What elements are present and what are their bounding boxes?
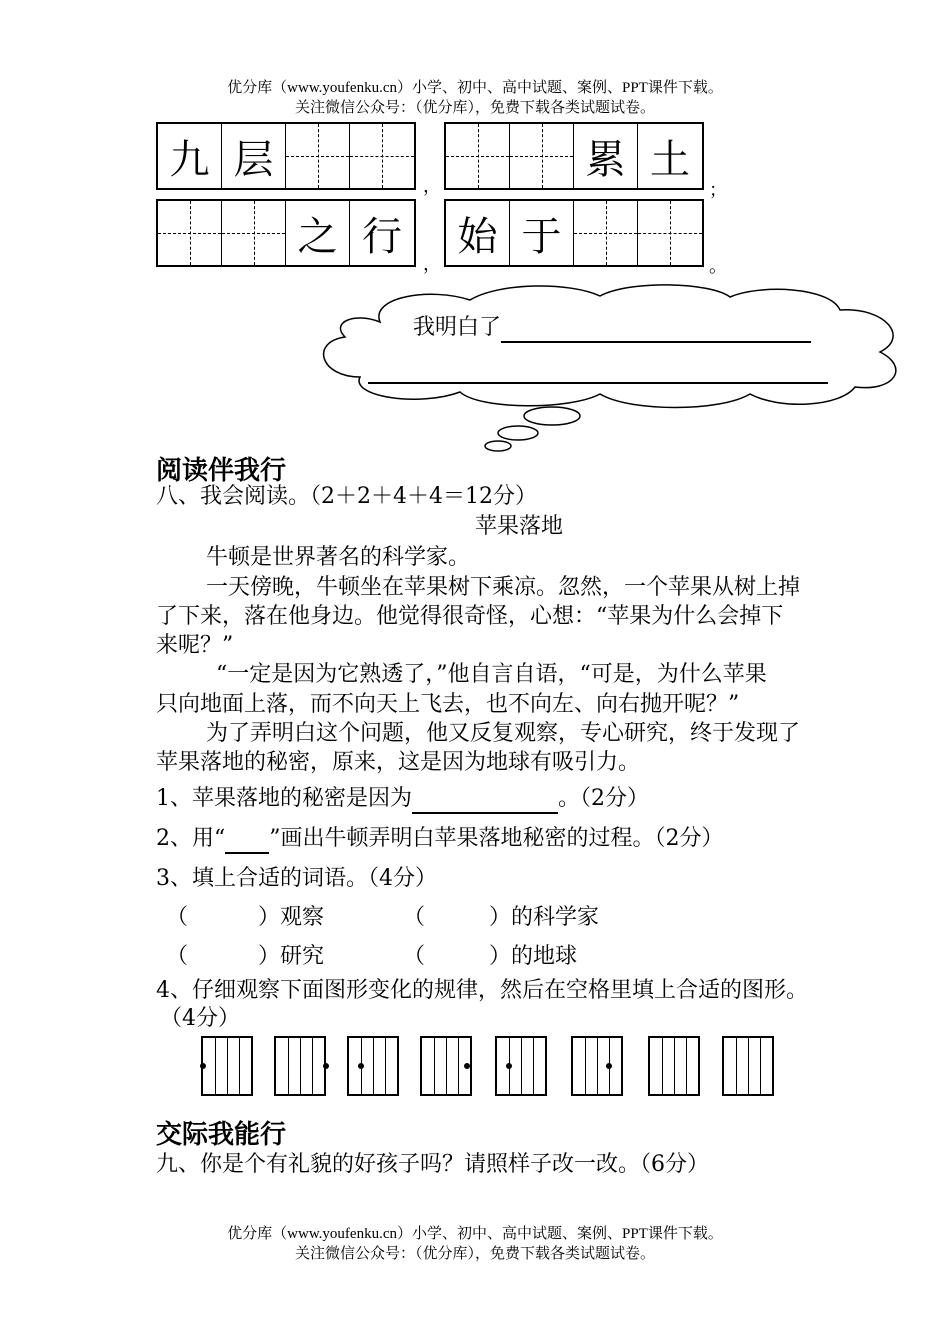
fill-item[interactable]: （ ）研究: [166, 944, 325, 969]
sub-question-3: 3、填上合适的词语。（4分）: [156, 866, 437, 891]
footer-line-1: 优分库（www.youfenku.cn）小学、初中、高中试题、案例、PPT课件下载。: [227, 1226, 723, 1242]
comma: ，: [423, 254, 441, 275]
section-title-communication: 交际我能行: [156, 1120, 287, 1150]
sub-question-2: 2、用“ ”画出牛顿弄明白苹果落地秘密的过程。（2分）: [156, 824, 724, 854]
cloud-prompt: 我明白了: [413, 313, 811, 343]
sub-question-4-score: （4分）: [160, 1006, 240, 1031]
story-paragraph: 了下来，落在他身边。他觉得很奇怪，心想：“苹果为什么会掉下: [156, 604, 784, 629]
story-paragraph: 来呢？”: [156, 633, 234, 658]
grid-cell[interactable]: 之: [286, 201, 350, 265]
grid-cell[interactable]: [222, 201, 286, 265]
story-paragraph: 苹果落地的秘密，原来，这是因为地球有吸引力。: [156, 750, 641, 775]
grid-cell[interactable]: [158, 201, 222, 265]
answer-blank[interactable]: [501, 341, 811, 343]
grid-cell[interactable]: [446, 124, 510, 188]
fill-item[interactable]: （ ）观察: [166, 905, 325, 930]
fill-item[interactable]: （ ）的科学家: [403, 905, 600, 930]
question-9-title: 九、你是个有礼貌的好孩子吗？请照样子改一改。（6分）: [156, 1152, 709, 1177]
pattern-figure: [571, 1036, 623, 1096]
comma: ，: [423, 176, 441, 197]
sub-question-4: 4、仔细观察下面图形变化的规律，然后在空格里填上合适的图形。: [156, 978, 808, 1003]
story-title: 苹果落地: [475, 514, 564, 539]
footer-line-2: 关注微信公众号：（优分库），免费下载各类试题试卷。: [294, 1246, 655, 1262]
grid-cell[interactable]: 始: [446, 201, 510, 265]
grid-cell[interactable]: [638, 201, 702, 265]
answer-blank[interactable]: [412, 812, 558, 814]
pattern-figure-blank[interactable]: [648, 1036, 700, 1096]
grid-cell[interactable]: [574, 201, 638, 265]
writing-grid-1b[interactable]: [444, 122, 704, 190]
writing-grid-1a[interactable]: [156, 122, 416, 190]
pattern-figure: [420, 1036, 472, 1096]
grid-cell[interactable]: 于: [510, 201, 574, 265]
section-title-reading: 阅读伴我行: [156, 456, 287, 486]
thought-cloud: [310, 282, 920, 462]
grid-cell[interactable]: 层: [222, 124, 286, 188]
writing-grid-2a[interactable]: [156, 199, 416, 267]
grid-cell[interactable]: [510, 124, 574, 188]
grid-cell[interactable]: [286, 124, 350, 188]
story-paragraph: “一定是因为它熟透了，”他自言自语，“可是，为什么苹果: [216, 662, 767, 687]
semicolon: ；: [709, 180, 727, 201]
grid-cell[interactable]: 九: [158, 124, 222, 188]
story-paragraph: 牛顿是世界著名的科学家。: [206, 545, 471, 570]
sub-question-1: 1、苹果落地的秘密是因为 。（2分）: [156, 784, 649, 814]
writing-grid-2b[interactable]: [444, 199, 704, 267]
story-paragraph: 为了弄明白这个问题，他又反复观察，专心研究，终于发现了: [206, 721, 801, 746]
pattern-figure: [201, 1036, 253, 1096]
grid-cell[interactable]: 土: [650, 136, 690, 183]
story-paragraph: 只向地面上落，而不向天上飞去，也不向左、向右抛开呢？”: [156, 692, 740, 717]
pattern-figure: [347, 1036, 399, 1096]
grid-cell[interactable]: 行: [362, 213, 402, 260]
header-line-2: 关注微信公众号：（优分库），免费下载各类试题试卷。: [294, 100, 655, 116]
pattern-figure: [495, 1036, 547, 1096]
pattern-figure-blank[interactable]: [722, 1036, 774, 1096]
story-paragraph: 一天傍晚，牛顿坐在苹果树下乘凉。忽然，一个苹果从树上掉: [206, 575, 801, 600]
header-line-1: 优分库（www.youfenku.cn）小学、初中、高中试题、案例、PPT课件下载。: [227, 80, 723, 96]
pattern-figure: [274, 1036, 326, 1096]
grid-cell[interactable]: [350, 124, 414, 188]
answer-blank[interactable]: [368, 382, 828, 384]
period: 。: [709, 256, 727, 277]
question-8-title: 八、我会阅读。（2＋2＋4＋4＝12分）: [156, 484, 537, 509]
answer-blank[interactable]: [225, 852, 269, 854]
grid-cell[interactable]: 累: [574, 124, 638, 188]
fill-item[interactable]: （ ）的地球: [403, 944, 578, 969]
